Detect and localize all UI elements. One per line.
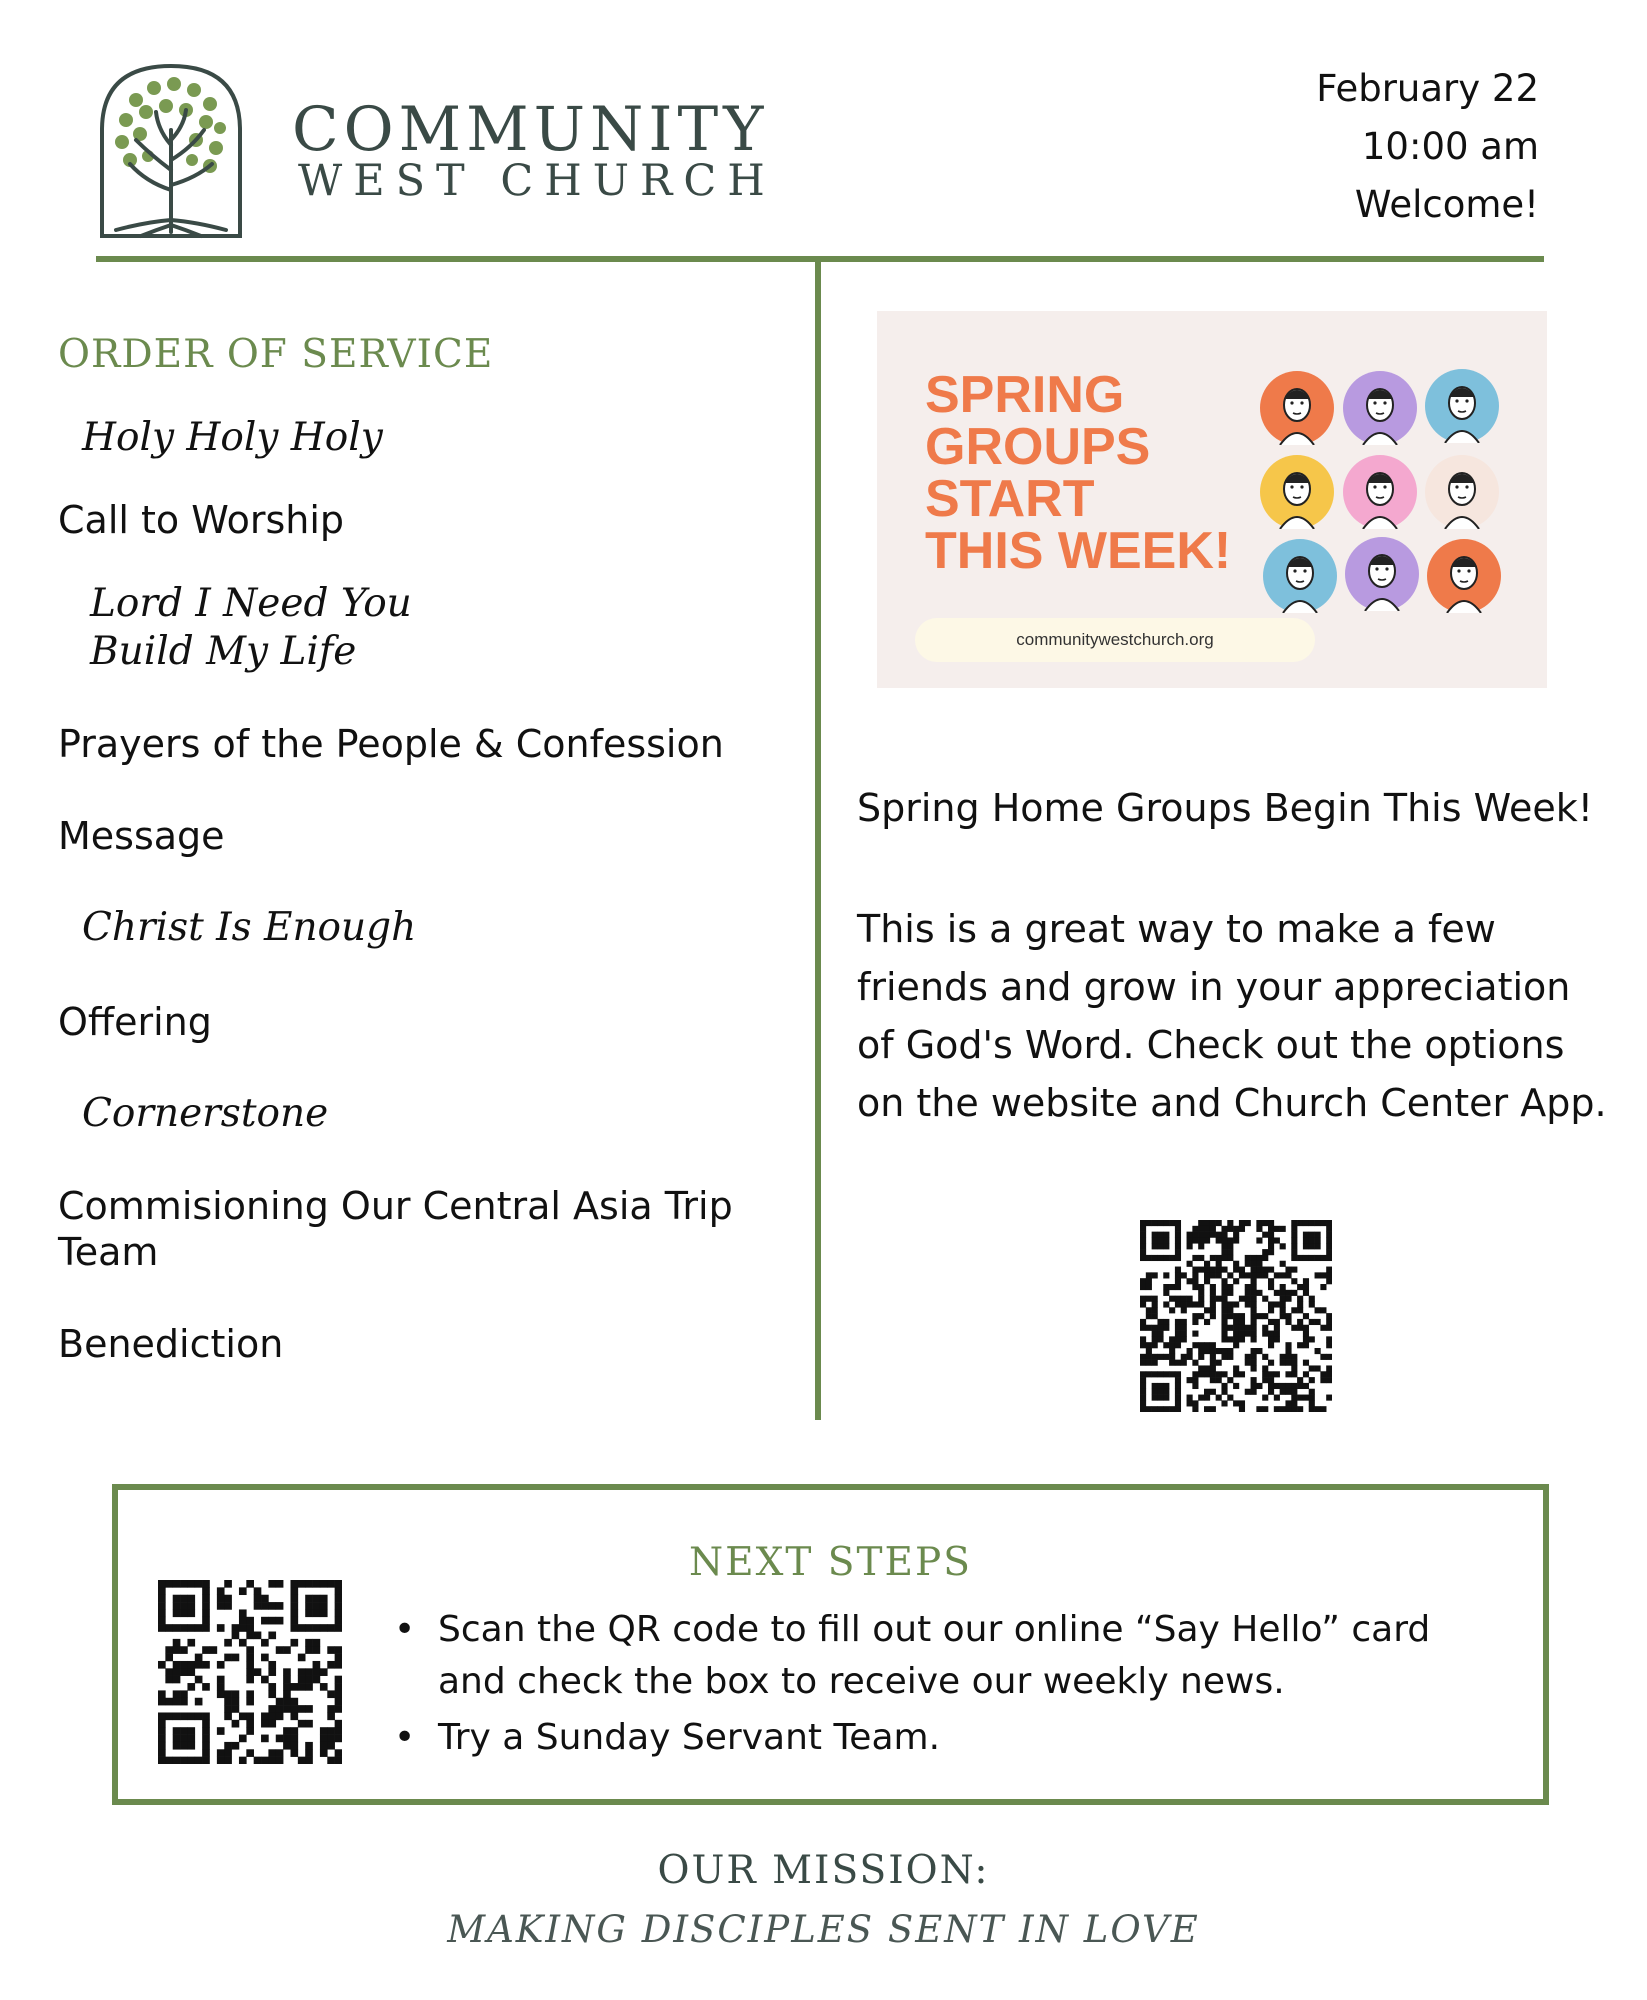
service-info xyxy=(1316,60,1539,234)
mission-statement: MAKING DISCIPLES SENT IN LOVE xyxy=(447,1908,1200,1951)
person-avatar-icon xyxy=(1260,371,1334,445)
promo-headline-line: SPRING xyxy=(925,366,1125,424)
brand-name-line1: COMMUNITY xyxy=(292,94,769,165)
promo-headline-line: START xyxy=(925,470,1095,528)
next-steps-heading: NEXT STEPS xyxy=(689,1540,972,1585)
person-avatar-icon xyxy=(1425,369,1499,443)
service-item: Call to Worship xyxy=(58,498,345,542)
order-of-service-heading: ORDER OF SERVICE xyxy=(58,332,494,377)
person-avatar-icon xyxy=(1427,539,1501,613)
brand-name-line2: WEST CHURCH xyxy=(298,156,776,206)
qr-code-groups-icon[interactable] xyxy=(1140,1220,1332,1412)
promo-headline xyxy=(925,366,1232,580)
church-logo xyxy=(96,60,246,240)
person-avatar-icon xyxy=(1425,455,1499,529)
next-steps-box xyxy=(112,1484,1549,1805)
qr-code-say-hello-icon[interactable] xyxy=(158,1580,342,1764)
promo-url: communitywestchurch.org xyxy=(915,618,1315,662)
service-item: Offering xyxy=(58,1000,212,1044)
service-time: 10:00 am xyxy=(1361,125,1539,168)
service-date: February 22 xyxy=(1316,67,1539,110)
column-divider xyxy=(815,262,821,1420)
list-item: • Try a Sunday Servant Team. xyxy=(388,1712,1508,1764)
song-title: Build My Life xyxy=(90,629,357,674)
service-item: Commisioning Our Central Asia Trip xyxy=(58,1184,733,1228)
song-title: Lord I Need You xyxy=(90,581,412,626)
spring-groups-graphic xyxy=(877,311,1547,688)
song-title: Christ Is Enough xyxy=(82,905,417,950)
person-avatar-icon xyxy=(1345,537,1419,611)
welcome-text: Welcome! xyxy=(1354,183,1539,226)
announcement-title: Spring Home Groups Begin This Week! xyxy=(857,786,1593,830)
person-avatar-icon xyxy=(1260,455,1334,529)
song-title: Cornerstone xyxy=(82,1091,329,1136)
tree-logo-icon xyxy=(96,60,246,240)
mission-heading: OUR MISSION: xyxy=(657,1848,990,1893)
promo-headline-line: GROUPS xyxy=(925,418,1151,476)
service-item: Message xyxy=(58,814,225,858)
promo-headline-line: THIS WEEK! xyxy=(925,522,1232,580)
service-item-continued: Team xyxy=(58,1230,159,1274)
announcement-body: This is a great way to make a few friends and grow in your appreciation of God's Word. Check out the options on the website and Church Center App. xyxy=(857,907,1607,1125)
song-title: Holy Holy Holy xyxy=(82,415,383,460)
person-avatar-icon xyxy=(1343,455,1417,529)
person-avatar-icon xyxy=(1263,539,1337,613)
list-item: • Scan the QR code to fill out our online “Say Hello” card and check the box to receive our weekly news. xyxy=(388,1604,1508,1708)
next-steps-list xyxy=(388,1604,1508,1768)
person-avatar-icon xyxy=(1343,371,1417,445)
service-item: Benediction xyxy=(58,1322,284,1366)
service-item: Prayers of the People & Confession xyxy=(58,722,724,766)
